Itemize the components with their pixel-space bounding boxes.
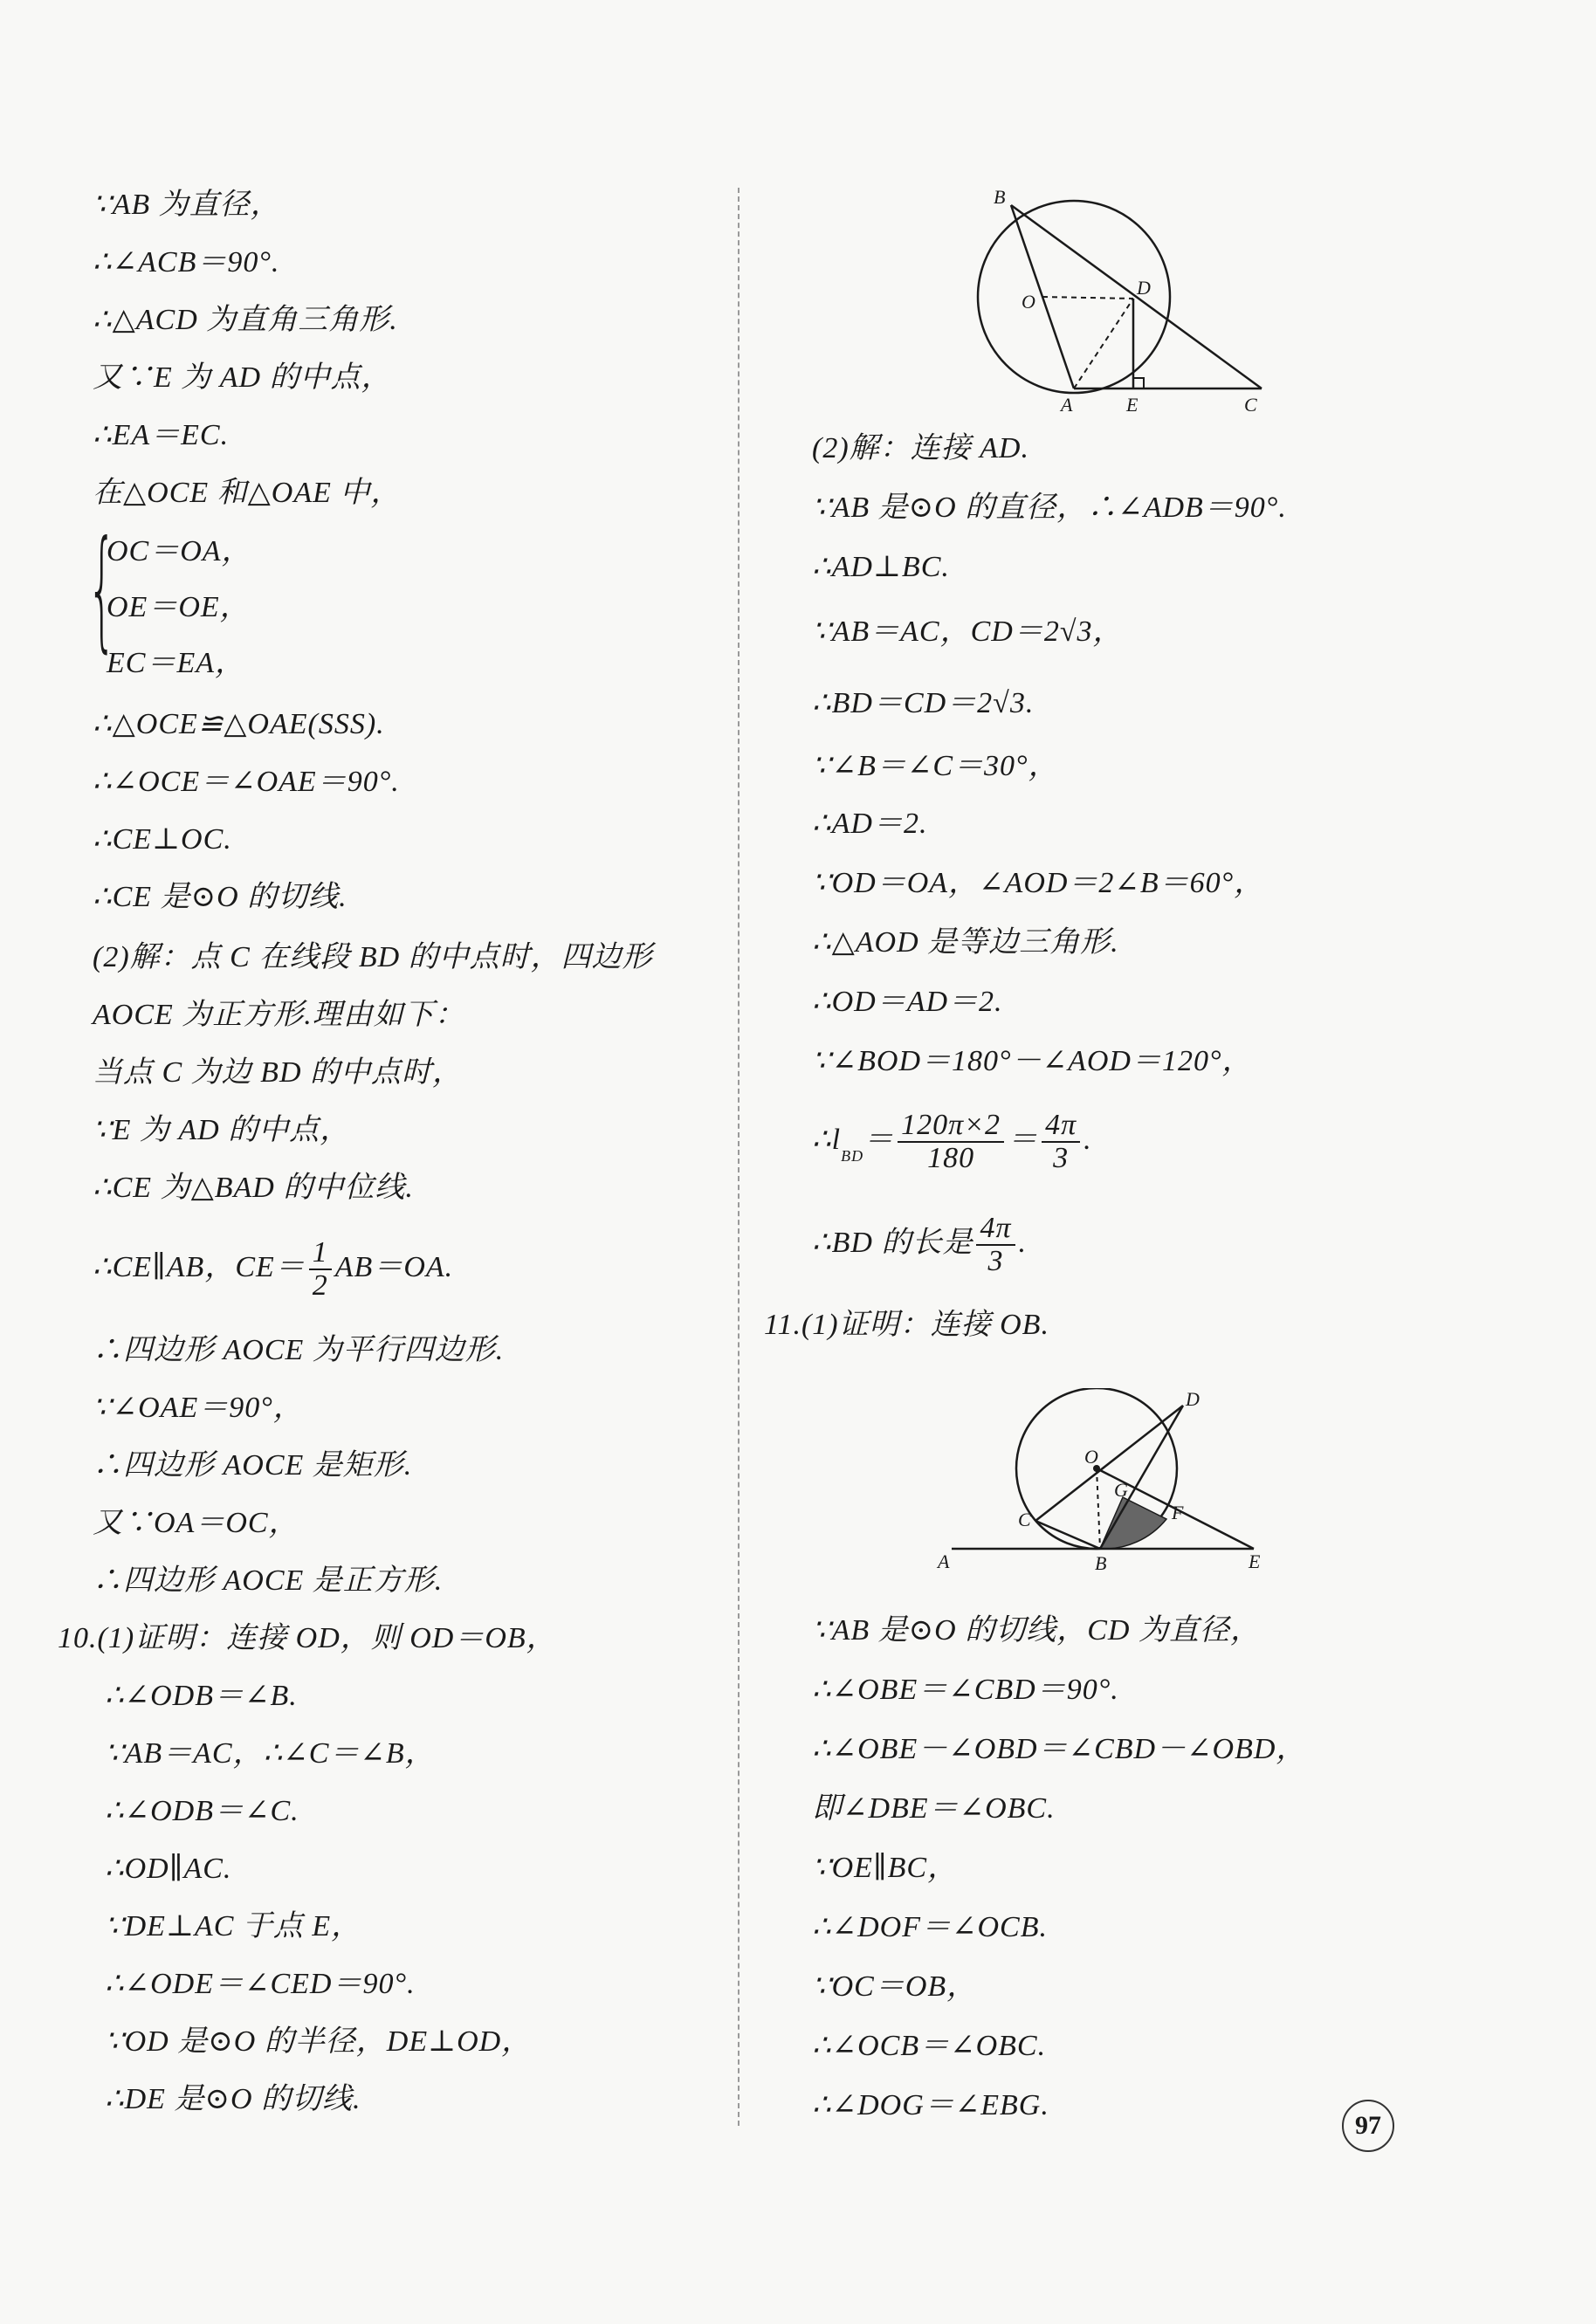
text-line: ∴∠OBE－∠OBD＝∠CBD－∠OBD， [812, 1733, 1307, 1765]
text-line: ∴CE 是⊙O 的切线. [93, 881, 347, 913]
text-line: ∵AB＝AC，CD＝2√3， [812, 615, 1124, 648]
text-line: ∴CE 为△BAD 的中位线. [93, 1172, 414, 1204]
text-line: ∵OD 是⊙O 的半径，DE⊥OD， [105, 2025, 533, 2058]
text-line: ∵OC＝OB， [812, 1970, 978, 2003]
text-line: 当点 C 为边 BD 的中点时， [93, 1056, 463, 1089]
fraction-prefix: ∴CE∥AB，CE＝ [93, 1251, 306, 1283]
text-line: ∴∠OCB＝∠OBC. [812, 2030, 1047, 2062]
fraction [309, 1237, 332, 1302]
text-line: ∴EA＝EC. [93, 419, 230, 451]
text-line: ∴OD∥AC. [105, 1853, 232, 1885]
text-line: ∵OE∥BC， [812, 1852, 959, 1884]
text-line: ∴∠OCE＝∠OAE＝90°. [93, 766, 400, 798]
text-line: ∴四边形 AOCE 是矩形. [93, 1449, 413, 1482]
text-line: ∴△OCE≌△OAE(SSS). [93, 708, 385, 740]
text-line: ∵∠OAE＝90°， [93, 1392, 304, 1424]
text-line: ∴△AOD 是等边三角形. [812, 926, 1119, 959]
fraction-line [93, 1231, 453, 1304]
fraction-denominator: 180 [927, 1142, 975, 1175]
fraction-numerator: 4π [1042, 1110, 1080, 1143]
text-line: 10.(1)证明：连接 OD，则 OD＝OB， [58, 1622, 557, 1654]
text-line: ∴CE⊥OC. [93, 823, 232, 856]
arc-result-line: ∴BD 的长是 $\frac{4\pi}{3}$ . [812, 1212, 1028, 1278]
label-e: E [1249, 1550, 1261, 1572]
page-number: 97 [1342, 2100, 1394, 2152]
text-line: ∴四边形 AOCE 是正方形. [93, 1564, 444, 1597]
fraction [976, 1213, 1015, 1277]
fraction-denominator: 3 [1053, 1142, 1070, 1175]
label-o: O [1022, 291, 1035, 313]
fraction [1042, 1110, 1080, 1174]
left-brace: { [87, 513, 117, 665]
text-line: ∴△ACD 为直角三角形. [93, 304, 398, 336]
label-f: F [1172, 1502, 1184, 1523]
text-line: ∴∠ACB＝90°. [93, 246, 280, 278]
text-line: ∴∠ODE＝∠CED＝90°. [105, 1968, 416, 2000]
text-line: AOCE 为正方形.理由如下： [93, 999, 465, 1031]
text-line: ∵AB 是⊙O 的切线，CD 为直径， [812, 1614, 1261, 1647]
segment-ob [1097, 1468, 1100, 1549]
text-line: ∵OD＝OA，∠AOD＝2∠B＝60°， [812, 867, 1265, 899]
fraction-denominator: 2 [312, 1269, 328, 1303]
text-line: 又∵E 为 AD 的中点， [93, 361, 392, 394]
text-line: ∴∠DOF＝∠OCB. [812, 1911, 1048, 1943]
text-line: ∵AB 为直径， [93, 189, 281, 221]
text-line: ∴AD＝2. [812, 808, 928, 840]
fraction-numerator: 4π [976, 1213, 1015, 1246]
segment-cd [1035, 1406, 1183, 1521]
text-line: (2)解：连接 AD. [812, 432, 1029, 464]
label-d: D [1186, 1388, 1200, 1410]
label-c: C [1244, 394, 1257, 415]
text-line: ∵AB 是⊙O 的直径，∴∠ADB＝90°. [812, 492, 1287, 524]
fraction-numerator: 120π×2 [898, 1110, 1004, 1143]
text-line: ∴OD＝AD＝2. [812, 986, 1003, 1018]
text-line: ∴∠ODB＝∠C. [105, 1795, 299, 1827]
label-a: A [938, 1550, 950, 1572]
text-line: EC＝EA， [107, 647, 245, 679]
label-c: C [1018, 1509, 1031, 1530]
text-line: ∵E 为 AD 的中点， [93, 1114, 351, 1146]
text-line: ∴∠ODB＝∠B. [105, 1680, 298, 1712]
segment-od [1042, 297, 1133, 299]
label-g: G [1114, 1479, 1128, 1501]
label-a: A [1061, 394, 1073, 415]
text-line: ∴∠OBE＝∠CBD＝90°. [812, 1674, 1119, 1706]
right-angle-mark [1133, 378, 1144, 388]
text-line: ∴BD＝CD＝2√3. [812, 687, 1035, 719]
fraction [898, 1110, 1004, 1174]
label-d: D [1137, 277, 1151, 299]
text-line: 在△OCE 和△OAE 中， [93, 477, 402, 509]
text-line: ∴∠DOG＝∠EBG. [812, 2089, 1049, 2121]
text-line: OE＝OE， [107, 591, 251, 623]
shaded-region [1100, 1497, 1166, 1549]
arc-subscript: BD [841, 1146, 864, 1165]
label-b: B [1095, 1552, 1107, 1574]
label-o: O [1084, 1446, 1098, 1468]
arc-result-mid: 的长是 [872, 1227, 973, 1259]
geometry-figure-1 [943, 188, 1275, 415]
text-line: 11.(1)证明：连接 OB. [764, 1309, 1049, 1341]
segment-ad [1074, 299, 1133, 388]
text-line: 即∠DBE＝∠OBC. [812, 1792, 1056, 1825]
geometry-figure-2 [925, 1388, 1292, 1589]
fraction-suffix: AB＝OA. [334, 1251, 454, 1283]
label-e: E [1126, 394, 1139, 415]
text-line: ∴AD⊥BC. [812, 551, 950, 583]
text-line: ∵DE⊥AC 于点 E， [105, 1910, 362, 1942]
text-line: (2)解：点 C 在线段 BD 的中点时，四边形 [93, 941, 653, 973]
text-line: OC＝OA， [107, 535, 252, 567]
column-divider [738, 188, 740, 2126]
text-line: ∵AB＝AC，∴∠C＝∠B， [105, 1737, 436, 1770]
fraction-denominator: 3 [987, 1245, 1004, 1278]
text-line: ∵∠B＝∠C＝30°， [812, 750, 1059, 782]
label-b: B [994, 188, 1006, 208]
arc-length-line: $\therefore l_{BD}=$ $\frac{120\pi\times 2}{180}$ ＝ $\frac{4\pi}{3}$ . [812, 1109, 1092, 1175]
text-line: ∵∠BOD＝180°－∠AOD＝120°， [812, 1045, 1253, 1077]
fraction-numerator: 1 [309, 1237, 332, 1270]
text-line: ∴四边形 AOCE 为平行四边形. [93, 1334, 505, 1366]
arc-length-prefix: ∴l [812, 1124, 842, 1156]
text-line: ∴DE 是⊙O 的切线. [105, 2083, 361, 2115]
arc-result-prefix: ∴BD [812, 1227, 873, 1259]
text-line: 又∵OA＝OC， [93, 1507, 299, 1539]
